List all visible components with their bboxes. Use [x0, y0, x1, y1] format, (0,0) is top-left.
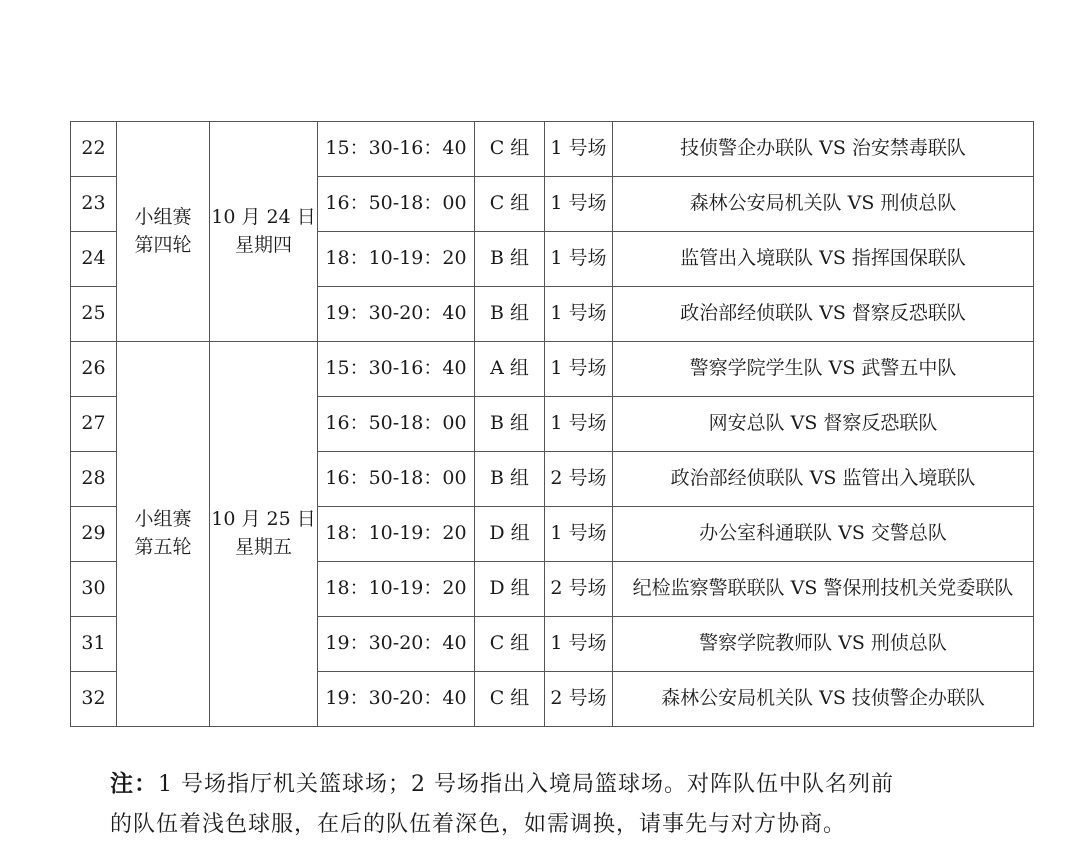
matchup: 纪检监察警联联队 VS 警保刑技机关党委联队 — [613, 562, 1034, 617]
court-label: 2 号场 — [545, 452, 613, 507]
match-number: 30 — [71, 562, 117, 617]
date-line: 10 月 24 日 — [211, 205, 316, 228]
group-label: B 组 — [475, 397, 545, 452]
court-label: 1 号场 — [545, 177, 613, 232]
time-slot: 19：30-20：40 — [318, 617, 475, 672]
match-number: 28 — [71, 452, 117, 507]
time-slot: 16：50-18：00 — [318, 177, 475, 232]
court-label: 1 号场 — [545, 287, 613, 342]
date-cell — [210, 122, 318, 342]
time-slot: 19：30-20：40 — [318, 287, 475, 342]
match-number: 23 — [71, 177, 117, 232]
group-label: D 组 — [475, 562, 545, 617]
group-label: C 组 — [475, 672, 545, 727]
group-label: A 组 — [475, 342, 545, 397]
stage-line: 第五轮 — [134, 536, 192, 558]
group-label: C 组 — [475, 177, 545, 232]
group-label: B 组 — [475, 287, 545, 342]
time-slot: 19：30-20：40 — [318, 672, 475, 727]
time-slot: 15：30-16：40 — [318, 122, 475, 177]
match-number: 31 — [71, 617, 117, 672]
court-label: 2 号场 — [545, 562, 613, 617]
footnote-line-2: 的队伍着浅色球服，在后的队伍着深色，如需调换，请事先与对方协商。 — [110, 812, 847, 837]
date-cell — [210, 342, 318, 727]
stage-cell — [117, 342, 210, 727]
court-label: 1 号场 — [545, 342, 613, 397]
matchup: 森林公安局机关队 VS 刑侦总队 — [613, 177, 1034, 232]
date-line: 星期五 — [234, 536, 292, 558]
court-label: 1 号场 — [545, 507, 613, 562]
group-label: D 组 — [475, 507, 545, 562]
matchup: 技侦警企办联队 VS 治安禁毒联队 — [613, 122, 1034, 177]
court-label: 1 号场 — [545, 122, 613, 177]
match-number: 32 — [71, 672, 117, 727]
footnote-text-1: 1 号场指厅机关篮球场；2 号场指出入境局篮球场。对阵队伍中队名列前 — [158, 772, 894, 797]
match-number: 24 — [71, 232, 117, 287]
match-number: 26 — [71, 342, 117, 397]
match-number: 22 — [71, 122, 117, 177]
footnote-label: 注： — [110, 771, 158, 797]
schedule-body — [71, 122, 1034, 727]
court-label: 1 号场 — [545, 617, 613, 672]
group-label: C 组 — [475, 617, 545, 672]
matchup: 警察学院教师队 VS 刑侦总队 — [613, 617, 1034, 672]
time-slot: 15：30-16：40 — [318, 342, 475, 397]
court-label: 2 号场 — [545, 672, 613, 727]
matchup: 办公室科通联队 VS 交警总队 — [613, 507, 1034, 562]
time-slot: 18：10-19：20 — [318, 232, 475, 287]
table-row — [71, 122, 1034, 177]
time-slot: 18：10-19：20 — [318, 507, 475, 562]
stage-line: 小组赛 — [134, 205, 192, 228]
group-label: C 组 — [475, 122, 545, 177]
footnote — [110, 764, 1040, 845]
date-line: 星期四 — [234, 233, 292, 256]
footnote-line-1 — [110, 764, 1040, 805]
time-slot: 16：50-18：00 — [318, 452, 475, 507]
group-label: B 组 — [475, 232, 545, 287]
match-number: 25 — [71, 287, 117, 342]
matchup: 网安总队 VS 督察反恐联队 — [613, 397, 1034, 452]
stage-line: 第四轮 — [134, 233, 192, 256]
date-line: 10 月 25 日 — [211, 508, 316, 531]
matchup: 政治部经侦联队 VS 监管出入境联队 — [613, 452, 1034, 507]
matchup: 监管出入境联队 VS 指挥国保联队 — [613, 232, 1034, 287]
stage-line: 小组赛 — [134, 508, 192, 531]
match-number: 27 — [71, 397, 117, 452]
table-row — [71, 342, 1034, 397]
matchup: 政治部经侦联队 VS 督察反恐联队 — [613, 287, 1034, 342]
matchup: 警察学院学生队 VS 武警五中队 — [613, 342, 1034, 397]
group-label: B 组 — [475, 452, 545, 507]
time-slot: 18：10-19：20 — [318, 562, 475, 617]
schedule-table — [70, 121, 1034, 727]
time-slot: 16：50-18：00 — [318, 397, 475, 452]
court-label: 1 号场 — [545, 232, 613, 287]
matchup: 森林公安局机关队 VS 技侦警企办联队 — [613, 672, 1034, 727]
stage-cell — [117, 122, 210, 342]
court-label: 1 号场 — [545, 397, 613, 452]
match-number: 29 — [71, 507, 117, 562]
